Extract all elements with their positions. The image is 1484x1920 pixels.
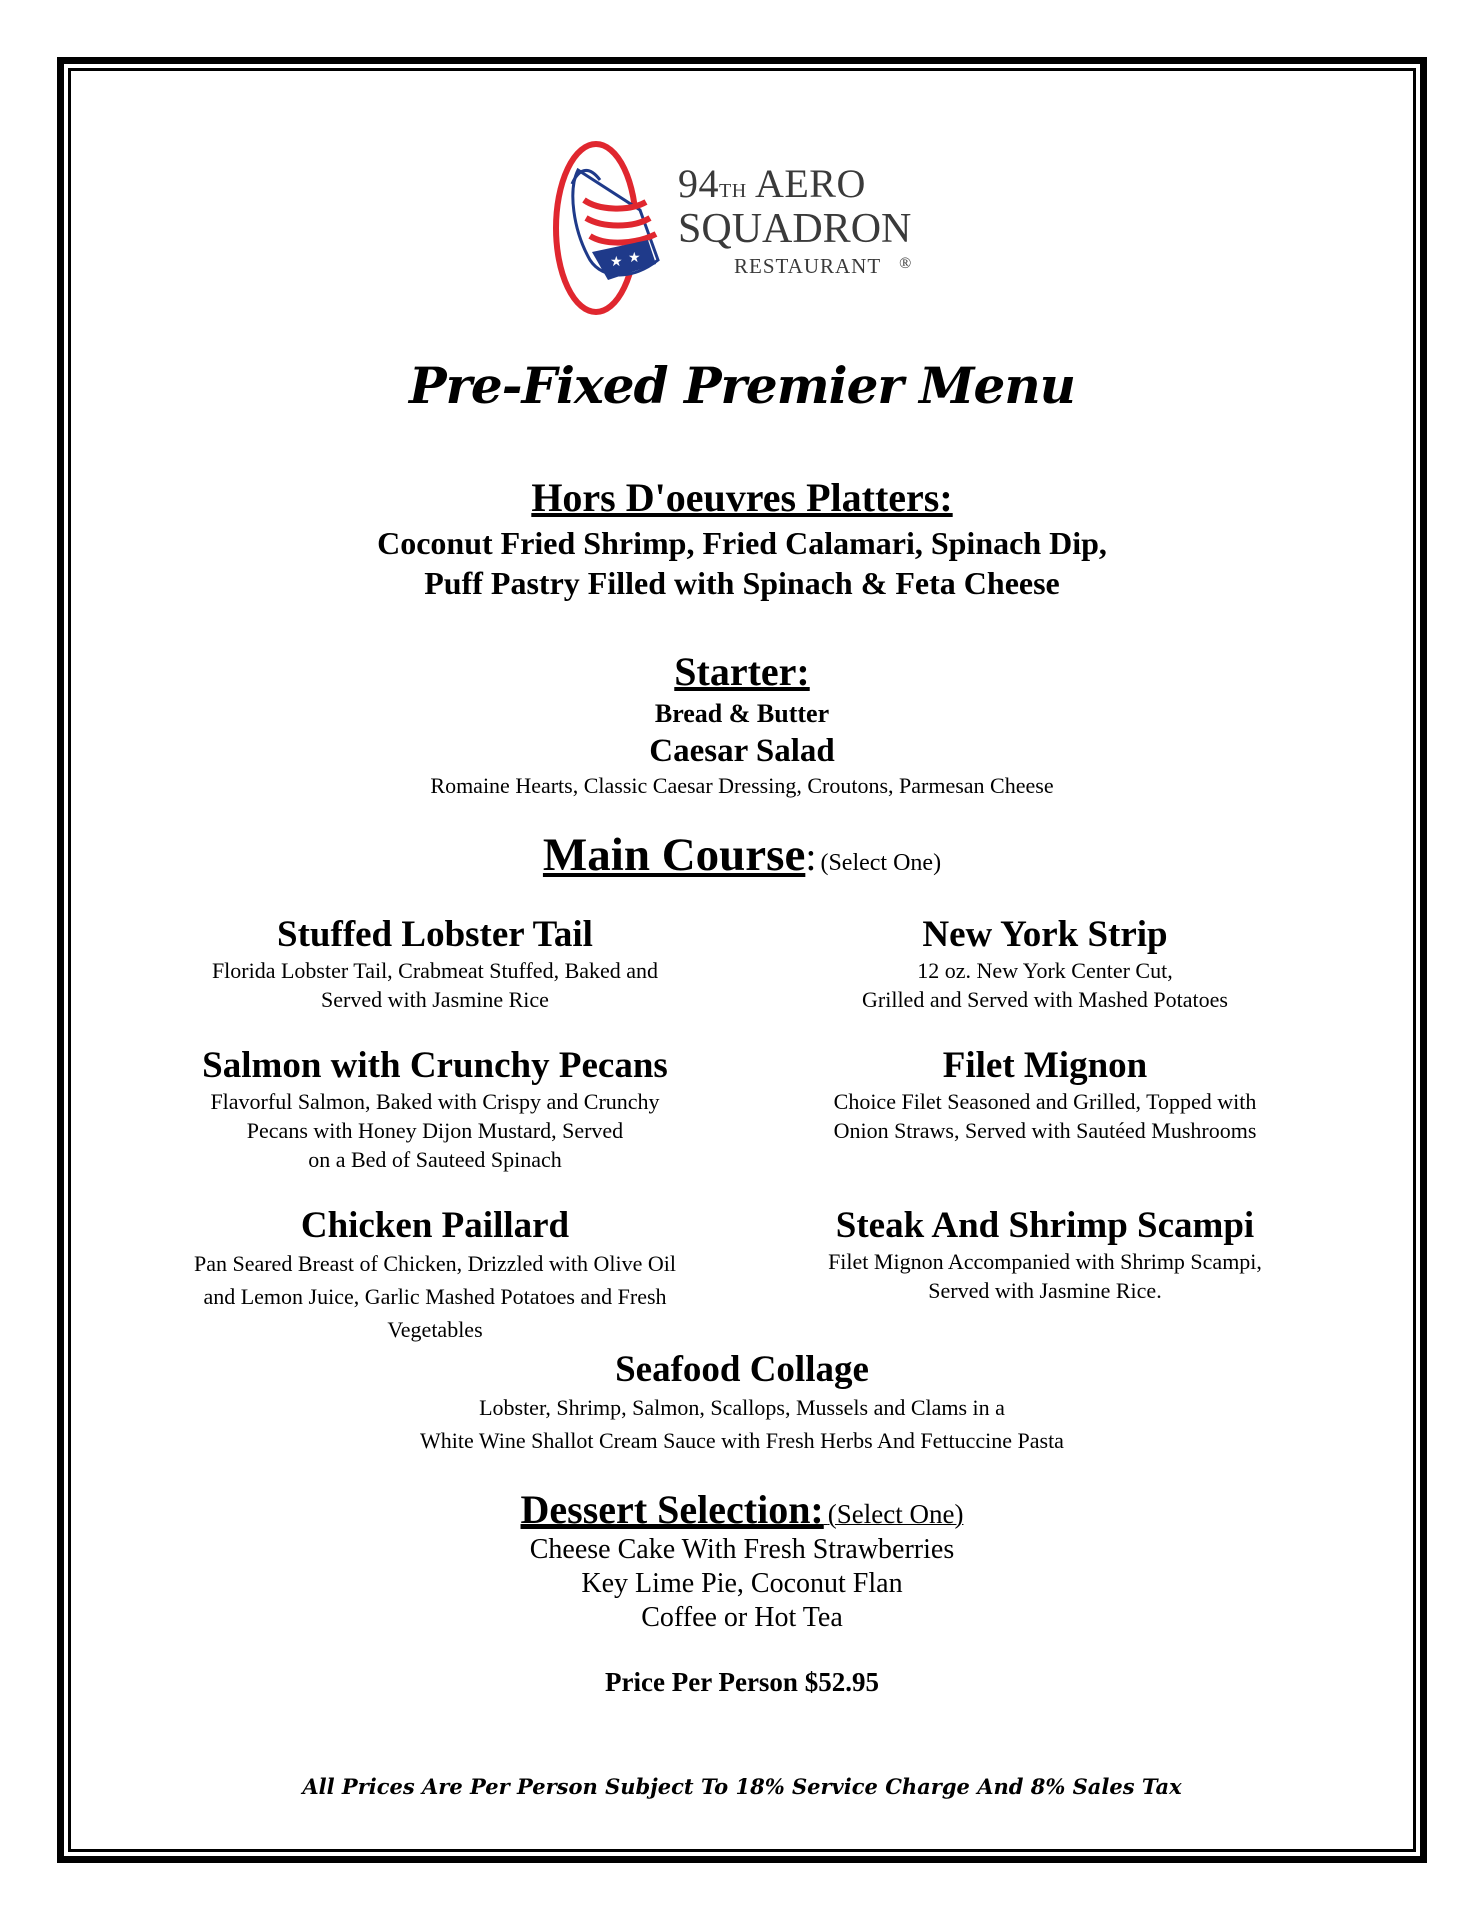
dessert-section — [0, 1486, 1484, 1635]
item-name: Steak And Shrimp Scampi — [835, 1205, 1255, 1246]
hors-line-1: Coconut Fried Shrimp, Fried Calamari, Spinach Dip, — [377, 525, 1107, 561]
logo-squadron: SQUADRON — [678, 206, 912, 252]
item-desc: Pecans with Honey Dijon Mustard, Served — [246, 1118, 624, 1143]
dessert-note: (Select One) — [827, 1499, 964, 1529]
item-desc: Onion Straws, Served with Sautéed Mushrooms — [833, 1118, 1257, 1143]
item-desc: on a Bed of Sauteed Spinach — [308, 1147, 562, 1172]
item-desc: 12 oz. New York Center Cut, — [917, 958, 1173, 983]
main-item-steak-shrimp — [780, 1205, 1310, 1305]
dessert-line-1: Cheese Cake With Fresh Strawberries — [529, 1534, 955, 1565]
logo-wordmark — [678, 161, 913, 278]
item-desc: Vegetables — [387, 1317, 483, 1342]
main-item-chicken — [150, 1205, 720, 1346]
main-item-filet — [780, 1045, 1310, 1145]
hors-section — [0, 474, 1484, 603]
item-desc: Lobster, Shrimp, Salmon, Scallops, Mussels and Clams in a — [479, 1395, 1005, 1420]
main-course-colon: : — [805, 834, 817, 879]
price-per-person: Price Per Person $52.95 — [605, 1667, 879, 1697]
svg-text:★: ★ — [610, 254, 623, 270]
starter-salad-desc: Romaine Hearts, Classic Caesar Dressing, Croutons, Parmesan Cheese — [430, 773, 1054, 798]
logo-suffix: TH — [719, 180, 747, 202]
starter-section — [0, 648, 1484, 801]
item-desc: Filet Mignon Accompanied with Shrimp Scampi, — [828, 1249, 1262, 1274]
item-name: Seafood Collage — [615, 1349, 869, 1390]
footer-note: All Prices Are Per Person Subject To 18% Service Charge And 8% Sales Tax — [302, 1774, 1182, 1799]
restaurant-logo — [548, 140, 948, 320]
main-item-ny-strip — [780, 914, 1310, 1014]
logo-restaurant: RESTAURANT — [734, 254, 882, 278]
logo-number: 94 — [678, 161, 719, 206]
registered-mark: ® — [899, 255, 913, 272]
top-hat-emblem-icon — [548, 140, 678, 320]
item-name: Stuffed Lobster Tail — [277, 914, 593, 955]
starter-heading: Starter: — [674, 649, 810, 694]
svg-text:★: ★ — [628, 250, 641, 266]
item-desc: Florida Lobster Tail, Crabmeat Stuffed, Baked and — [211, 958, 659, 983]
main-item-salmon — [150, 1045, 720, 1174]
item-desc: Served with Jasmine Rice — [321, 987, 549, 1012]
starter-bread: Bread & Butter — [654, 699, 830, 728]
item-name: Chicken Paillard — [300, 1205, 570, 1246]
main-item-lobster — [150, 914, 720, 1014]
dessert-line-3: Coffee or Hot Tea — [641, 1602, 843, 1633]
item-desc: Flavorful Salmon, Baked with Crispy and Crunchy — [210, 1089, 660, 1114]
item-desc: Pan Seared Breast of Chicken, Drizzled with Olive Oil — [193, 1251, 677, 1276]
hors-heading: Hors D'oeuvres Platters: — [531, 475, 953, 520]
item-name: New York Strip — [922, 914, 1168, 955]
menu-title: Pre-Fixed Premier Menu — [408, 356, 1076, 415]
item-desc: Served with Jasmine Rice. — [928, 1278, 1162, 1303]
item-desc: Grilled and Served with Mashed Potatoes — [862, 987, 1228, 1012]
dessert-line-2: Key Lime Pie, Coconut Flan — [581, 1568, 903, 1599]
hors-line-2: Puff Pastry Filled with Spinach & Feta Cheese — [424, 565, 1060, 601]
main-item-seafood — [0, 1349, 1484, 1457]
main-course-heading: Main Course — [542, 829, 806, 881]
item-desc: White Wine Shallot Cream Sauce with Fresh Herbs And Fettuccine Pasta — [420, 1428, 1064, 1453]
main-course-header — [0, 828, 1484, 882]
item-desc: and Lemon Juice, Garlic Mashed Potatoes and Fresh — [203, 1284, 667, 1309]
item-desc: Choice Filet Seasoned and Grilled, Topped with — [833, 1089, 1257, 1114]
starter-salad: Caesar Salad — [649, 733, 835, 769]
item-name: Filet Mignon — [942, 1045, 1148, 1086]
main-course-note: (Select One) — [820, 850, 942, 876]
item-name: Salmon with Crunchy Pecans — [202, 1045, 668, 1086]
dessert-heading: Dessert Selection: — [520, 1487, 824, 1532]
logo-aero: AERO — [746, 161, 866, 206]
